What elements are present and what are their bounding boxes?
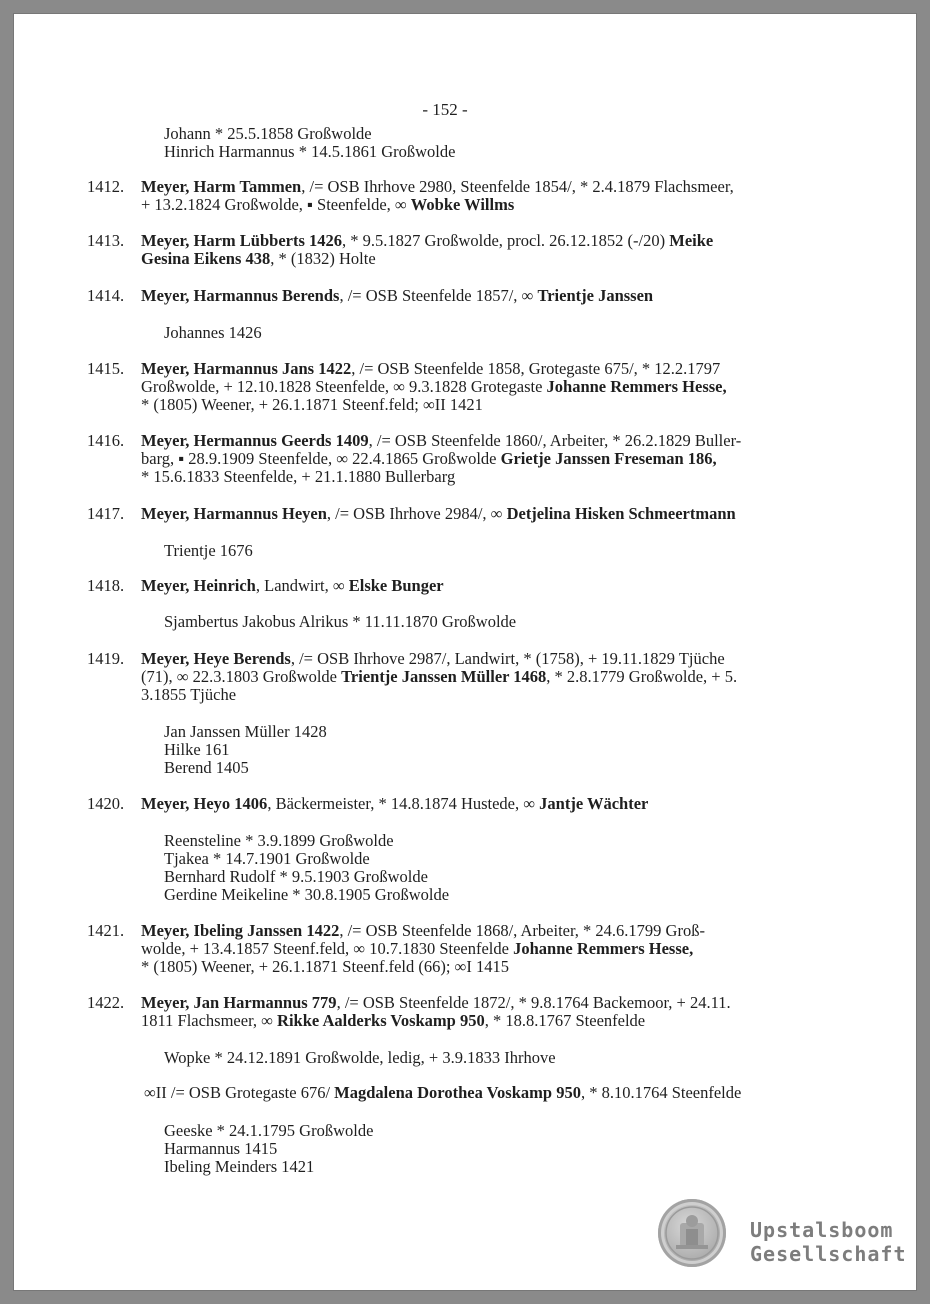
entry-number: 1417. (87, 504, 125, 523)
child-entry: Jan Janssen Müller 1428 (164, 722, 327, 741)
page-number: - 152 - (422, 100, 468, 119)
entry-text: , /= OSB Ihrhove 2980, Steenfelde 1854/, * 2.4.1879 Flachsmeer, (301, 177, 734, 196)
entry-1416-line1 (141, 432, 741, 450)
spouse-name: Elske Bunger (348, 576, 444, 595)
entry-1416-line2 (141, 450, 717, 468)
entry-text: , * 18.8.1767 Steenfelde (484, 1011, 646, 1030)
person-name: Meyer, Harmannus Jans 1422 (141, 359, 352, 378)
entry-1422-line1 (141, 994, 731, 1012)
entry-number: 1419. (87, 649, 125, 668)
child-entry: Bernhard Rudolf * 9.5.1903 Großwolde (164, 867, 428, 886)
entry-1415-line3: * (1805) Weener, + 26.1.1871 Steenf.feld; ∞II 1421 (141, 395, 483, 414)
entry-1421-line2 (141, 940, 693, 958)
child-entry: Reensteline * 3.9.1899 Großwolde (164, 831, 394, 850)
entry-1412-line2 (141, 196, 514, 214)
entry-1413-line1 (141, 232, 713, 250)
entry-text: , Bäckermeister, * 14.8.1874 Hustede, ∞ (267, 794, 540, 813)
child-entry: Berend 1405 (164, 758, 249, 777)
logo-line-1: Upstalsboom (750, 1218, 894, 1242)
person-name: Meyer, Harmannus Heyen (141, 504, 327, 523)
second-marriage-line (144, 1084, 741, 1102)
entry-text: , Landwirt, ∞ (255, 576, 349, 595)
document-page (14, 14, 916, 1290)
logo-line-2: Gesellschaft (750, 1242, 907, 1266)
child-entry: Wopke * 24.12.1891 Großwolde, ledig, + 3.9.1833 Ihrhove (164, 1048, 556, 1067)
child-entry: Johannes 1426 (164, 323, 262, 342)
entry-number: 1422. (87, 993, 125, 1012)
entry-number: 1420. (87, 794, 125, 813)
spouse-name: Trientje Janssen Müller 1468 (341, 667, 547, 686)
entry-text: , * 9.5.1827 Großwolde, procl. 26.12.1852 (-/20) (342, 231, 670, 250)
spouse-name: Magdalena Dorothea Voskamp 950 (334, 1083, 581, 1102)
entry-text: Großwolde, + 12.10.1828 Steenfelde, ∞ 9.3.1828 Grotegaste (141, 377, 547, 396)
entry-1416-line3: * 15.6.1833 Steenfelde, + 21.1.1880 Bullerbarg (141, 467, 456, 486)
entry-1420-line1 (141, 795, 648, 813)
entry-1419-line3: 3.1855 Tjüche (141, 685, 237, 704)
child-entry: Geeske * 24.1.1795 Großwolde (164, 1121, 374, 1140)
entry-1419-line1 (141, 650, 725, 668)
entry-1415-line2 (141, 378, 727, 396)
person-name: Meyer, Heinrich (141, 576, 256, 595)
entry-text: wolde, + 13.4.1857 Steenf.feld, ∞ 10.7.1830 Steenfelde (141, 939, 514, 958)
person-name: Meyer, Heyo 1406 (141, 794, 268, 813)
entry-text: , * 2.8.1779 Großwolde, + 5. (546, 667, 738, 686)
entry-text: , /= OSB Ihrhove 2984/, ∞ (326, 504, 507, 523)
entry-1421-line1 (141, 922, 705, 940)
entry-text: , /= OSB Steenfelde 1872/, * 9.8.1764 Backemoor, + 24.11. (336, 993, 731, 1012)
entry-1419-line2 (141, 668, 737, 686)
entry-1414-line1 (141, 287, 653, 305)
entry-text: , /= OSB Steenfelde 1868/, Arbeiter, * 24.6.1799 Groß- (339, 921, 705, 940)
spouse-name: Jantje Wächter (539, 794, 649, 813)
spouse-name: Rikke Aalderks Voskamp 950 (277, 1011, 485, 1030)
child-entry: Ibeling Meinders 1421 (164, 1157, 315, 1176)
entry-number: 1413. (87, 231, 125, 250)
entry-1417-line1 (141, 505, 736, 523)
entry-text: , * 8.10.1764 Steenfelde (580, 1083, 742, 1102)
spouse-name: Johanne Remmers Hesse, (546, 377, 727, 396)
entry-number: 1416. (87, 431, 125, 450)
entry-1415-line1 (141, 360, 720, 378)
child-entry: Hinrich Harmannus * 14.5.1861 Großwolde (164, 142, 456, 161)
spouse-name: Johanne Remmers Hesse, (513, 939, 694, 958)
entry-1422-line2 (141, 1012, 645, 1030)
child-entry: Sjambertus Jakobus Alrikus * 11.11.1870 Großwolde (164, 612, 517, 631)
entry-1412-line1 (141, 178, 734, 196)
entry-1413-line2 (141, 250, 376, 268)
entry-number: 1421. (87, 921, 125, 940)
entry-number: 1412. (87, 177, 125, 196)
entry-text: + 13.2.1824 Großwolde, ▪ Steenfelde, ∞ (141, 195, 411, 214)
spouse-name: Gesina Eikens 438 (141, 249, 271, 268)
entry-number: 1415. (87, 359, 125, 378)
entry-text: , /= OSB Ihrhove 2987/, Landwirt, * (1758), + 19.11.1829 Tjüche (290, 649, 725, 668)
child-entry: Harmannus 1415 (164, 1139, 278, 1158)
child-entry: Gerdine Meikeline * 30.8.1905 Großwolde (164, 885, 450, 904)
entry-text: 1811 Flachsmeer, ∞ (141, 1011, 278, 1030)
entry-text: barg, ▪ 28.9.1909 Steenfelde, ∞ 22.4.1865 Großwolde (141, 449, 501, 468)
person-name: Meyer, Harm Tammen (141, 177, 302, 196)
person-name: Meyer, Hermannus Geerds 1409 (141, 431, 369, 450)
spouse-name: Detjelina Hisken Schmeertmann (506, 504, 736, 523)
child-entry: Tjakea * 14.7.1901 Großwolde (164, 849, 370, 868)
child-entry: Trientje 1676 (164, 541, 253, 560)
entry-1418-line1 (141, 577, 444, 595)
seal-emblem (658, 1199, 726, 1267)
child-entry: Johann * 25.5.1858 Großwolde (164, 124, 372, 143)
entry-text: , /= OSB Steenfelde 1857/, ∞ (339, 286, 538, 305)
child-entry: Hilke 161 (164, 740, 230, 759)
society-logo-text (750, 1218, 907, 1266)
person-name: Meyer, Harmannus Berends (141, 286, 340, 305)
person-name: Meyer, Harm Lübberts 1426 (141, 231, 343, 250)
society-seal-icon (658, 1199, 726, 1267)
entry-text: , /= OSB Steenfelde 1858, Grotegaste 675/, * 12.2.1797 (351, 359, 721, 378)
spouse-name: Trientje Janssen (537, 286, 654, 305)
person-name: Meyer, Ibeling Janssen 1422 (141, 921, 340, 940)
entry-text: , * (1832) Holte (270, 249, 376, 268)
entry-text: , /= OSB Steenfelde 1860/, Arbeiter, * 26.2.1829 Buller- (368, 431, 742, 450)
spouse-name: Wobke Willms (410, 195, 515, 214)
spouse-name: Meike (669, 231, 714, 250)
entry-number: 1418. (87, 576, 125, 595)
spouse-name: Grietje Janssen Freseman 186, (500, 449, 717, 468)
person-name: Meyer, Jan Harmannus 779 (141, 993, 337, 1012)
entry-text: ∞II /= OSB Grotegaste 676/ (144, 1083, 335, 1102)
person-name: Meyer, Heye Berends (141, 649, 291, 668)
entry-text: (71), ∞ 22.3.1803 Großwolde (141, 667, 342, 686)
entry-1421-line3: * (1805) Weener, + 26.1.1871 Steenf.feld (66); ∞I 1415 (141, 957, 509, 976)
entry-number: 1414. (87, 286, 125, 305)
